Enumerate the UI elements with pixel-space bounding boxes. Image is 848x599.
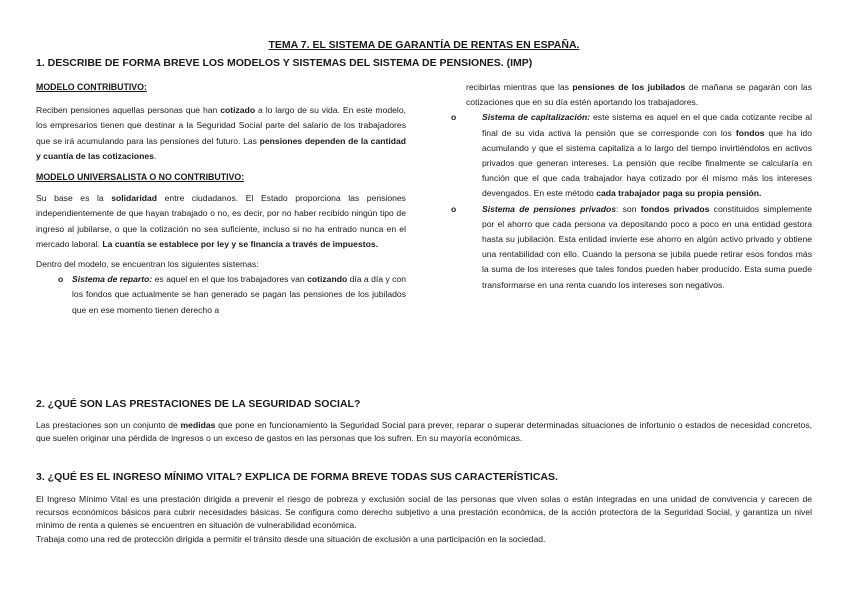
list-item-privados: o Sistema de pensiones privados: son fondos privados constituidos simplemente por el ahorro que cada persona va depositando poco a poco en una entidad gestora hasta su jubilación. Esta entidad invierte ese ahorro en algún activo privado y obtiene una rentabilidad con ello. Cuando la persona se jubila puede retirar esos fondos más la suma de los intereses que tales fondos pueden haber producido. Esta suma puede transformarse en una renta cuando los intereses son negativos.: [451, 203, 812, 290]
q2-paragraph: Las prestaciones son un conjunto de medidas que pone en funcionamiento la Seguridad Social para prever, reparar o superar determinadas situaciones de infortunio o estados de necesidad concretos, que suelen originar una pérdida de ingresos o un exceso de gastos en las personas que los sufren. En su mayoría económicas.: [36, 420, 812, 444]
q3-section: [36, 471, 812, 546]
q3-heading: 3. ¿QUÉ ES EL INGRESO MÍNIMO VITAL? EXPLICA DE FORMA BREVE TODAS SUS CARACTERÍSTICAS.: [36, 471, 558, 483]
universalista-subheading: MODELO UNIVERSALISTA O NO CONTRIBUTIVO:: [36, 172, 245, 183]
right-column: [451, 80, 812, 293]
contributivo-subheading: MODELO CONTRIBUTIVO:: [36, 82, 147, 92]
list-item-capitalizacion: o Sistema de capitalización: este sistema es aquel en el que cada cotizante recibe al final de su vida activa la pensión que se corresponde con los fondos que ha ido acumulando y que el sistema capitaliza a lo largo del tiempo invirtiéndolos en activos privados que generan intereses. La pensión que recibe finalmente se calcularía en función que el que cada trabajador haya cotizado por él mismo más los intereses devengados. En este método cada trabajador paga su propia pensión.: [451, 112, 812, 199]
reparto-continuation: recibirlas mientras que las pensiones de los jubilados de mañana se pagarán con las cotizaciones que en su día estén aportando los trabajadores.: [466, 82, 812, 108]
q1-heading: 1. DESCRIBE DE FORMA BREVE LOS MODELOS Y SISTEMAS DEL SISTEMA DE PENSIONES. (IMP): [36, 57, 533, 69]
universalista-intro: Dentro del modelo, se encuentran los siguientes sistemas:: [36, 259, 259, 270]
q3-paragraph: El Ingreso Mínimo Vital es una prestación dirigida a prevenir el riesgo de pobreza y exclusión social de las personas que viven solas o están integradas en una unidad de convivencia y carecen de recursos económicos básicos para cubrir necesidades básicas. Se configura como derecho subjetivo a una prestación económica, de la acción protectora de la Seguridad Social, y garantiza un nivel mínimo de renta a quienes se encuentren en situación de vulnerabilidad económica. Trabaja como una red de protección dirigida a permitir el tránsito desde una situación de exclusión a una participación en la sociedad.: [36, 494, 812, 544]
left-column: [36, 80, 406, 318]
capitalizacion-label: Sistema de capitalización:: [482, 112, 591, 123]
bullet-icon: o: [451, 203, 457, 214]
q2-section: [36, 398, 812, 445]
reparto-label: Sistema de reparto:: [72, 274, 153, 285]
privados-label: Sistema de pensiones privados: [482, 203, 617, 214]
q2-heading: 2. ¿QUÉ SON LAS PRESTACIONES DE LA SEGURIDAD SOCIAL?: [36, 398, 361, 410]
bullet-icon: o: [451, 112, 457, 123]
page-title: TEMA 7. EL SISTEMA DE GARANTÍA DE RENTAS EN ESPAÑA.: [268, 39, 580, 51]
bullet-icon: o: [58, 274, 64, 285]
list-item-reparto-a: o Sistema de reparto: es aquel en el que los trabajadores van cotizando día a día y con los fondos que actualmente se han generado se pagan las pensiones de los jubilados que en ese momento tienen derecho a: [58, 274, 406, 315]
contributivo-paragraph: Reciben pensiones aquellas personas que han cotizado a lo largo de su vida. En este modelo, los empresarios tienen que destinar a la Seguridad Social parte del salario de los trabajadores que se irá acumulando para las pensiones del futuro. Las pensiones dependen de la cantidad y cuantía de las cotizaciones.: [36, 105, 407, 161]
universalista-paragraph: Su base es la solidaridad entre ciudadanos. El Estado proporciona las pensiones independientemente de que hayan trabajado o no, es decir, por no haber recibido ningún tipo de ingreso al jubilarse, o que la cotización no sea suficiente, incluso si no ha entrado nunca en el mercado laboral. La cuantía se establece por ley y se financia a través de impuestos.: [36, 193, 406, 249]
